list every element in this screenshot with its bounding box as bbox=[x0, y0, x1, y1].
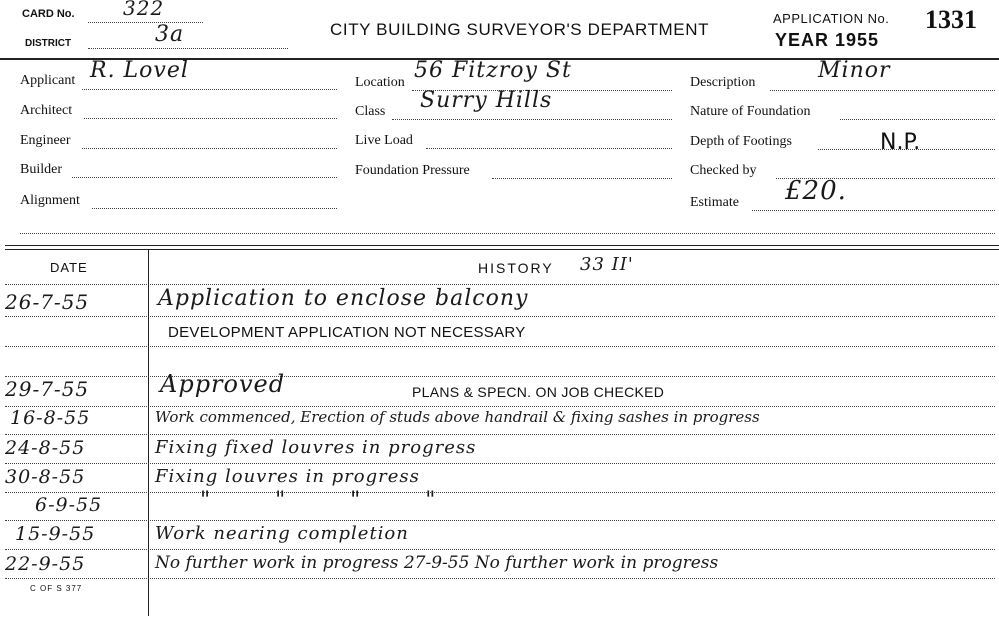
estimate-label: Estimate bbox=[690, 195, 739, 210]
date-column-header: DATE bbox=[50, 260, 88, 275]
history-row-entry: No further work in progress 27-9-55 No further work in progress bbox=[155, 553, 719, 573]
foundation-pressure-line bbox=[492, 178, 672, 179]
checked-by-label: Checked by bbox=[690, 163, 757, 178]
builder-line bbox=[72, 177, 337, 178]
depth-of-footings-line bbox=[818, 149, 995, 150]
history-row-date: 29-7-55 bbox=[5, 377, 90, 401]
header-row-line bbox=[5, 284, 999, 285]
card-number-label: CARD No. bbox=[22, 8, 75, 20]
row-line bbox=[5, 520, 995, 521]
description-line bbox=[770, 90, 995, 91]
location-label: Location bbox=[355, 75, 405, 90]
table-top-rule-2 bbox=[5, 249, 999, 250]
foundation-pressure-label: Foundation Pressure bbox=[355, 163, 470, 178]
nature-of-foundation-line bbox=[840, 119, 995, 120]
row-line bbox=[5, 316, 995, 317]
district-label: DISTRICT bbox=[25, 38, 72, 49]
history-row-date: 16-8-55 bbox=[10, 407, 91, 429]
form-code: C OF S 377 bbox=[30, 584, 83, 593]
district-line bbox=[88, 48, 288, 49]
builder-label: Builder bbox=[20, 162, 62, 177]
history-column-header: HISTORY bbox=[478, 260, 554, 276]
description-value: Minor bbox=[818, 58, 891, 83]
depth-of-footings-value: N.P. bbox=[880, 130, 921, 155]
architect-label: Architect bbox=[20, 103, 73, 118]
history-row-date: 24-8-55 bbox=[5, 437, 86, 459]
department-title: CITY BUILDING SURVEYOR'S DEPARTMENT bbox=[330, 20, 710, 39]
history-row-date: 6-9-55 bbox=[35, 494, 103, 516]
district-value: 3a bbox=[155, 22, 185, 47]
alignment-label: Alignment bbox=[20, 193, 80, 208]
class-label: Class bbox=[355, 104, 386, 119]
history-row-entry: Approved bbox=[160, 370, 286, 398]
row-line bbox=[5, 492, 995, 493]
applicant-label: Applicant bbox=[20, 73, 76, 88]
date-column-divider bbox=[148, 250, 149, 616]
history-row-entry: Fixing fixed louvres in progress bbox=[155, 437, 477, 458]
history-row-date: 15-9-55 bbox=[15, 523, 96, 545]
estimate-line bbox=[752, 210, 995, 211]
depth-of-footings-label: Depth of Footings bbox=[690, 134, 792, 149]
row-line bbox=[5, 346, 995, 347]
history-reference: 33 II' bbox=[580, 254, 634, 275]
history-row-date: 26-7-55 bbox=[5, 290, 90, 314]
engineer-label: Engineer bbox=[20, 133, 71, 148]
live-load-label: Live Load bbox=[355, 133, 413, 148]
class-line bbox=[392, 119, 672, 120]
plans-checked-stamp: PLANS & SPECN. ON JOB CHECKED bbox=[412, 384, 665, 400]
description-label: Description bbox=[690, 75, 756, 90]
engineer-line bbox=[82, 148, 337, 149]
applicant-line bbox=[82, 89, 337, 90]
card-number-value: 322 bbox=[123, 0, 165, 20]
history-row-entry: " " " " bbox=[200, 488, 437, 513]
card-number-line bbox=[88, 22, 203, 23]
history-row-date: 30-8-55 bbox=[5, 466, 86, 488]
applicant-value: R. Lovel bbox=[90, 58, 189, 83]
application-number-value: 1331 bbox=[925, 5, 977, 34]
row-line bbox=[5, 434, 995, 435]
row-line bbox=[5, 406, 995, 407]
nature-of-foundation-label: Nature of Foundation bbox=[690, 104, 811, 119]
history-row-entry: Application to enclose balcony bbox=[158, 286, 529, 311]
history-row-entry: Fixing louvres in progress bbox=[155, 466, 420, 487]
development-stamp: DEVELOPMENT APPLICATION NOT NECESSARY bbox=[168, 324, 526, 341]
application-year: YEAR 1955 bbox=[775, 30, 880, 50]
history-row-entry: Work nearing completion bbox=[155, 523, 409, 544]
class-value: Surry Hills bbox=[420, 88, 553, 113]
history-row-entry: Work commenced, Erection of studs above handrail & fixing sashes in progress bbox=[155, 408, 760, 426]
table-top-rule-1 bbox=[5, 245, 999, 246]
row-line bbox=[5, 463, 995, 464]
row-line bbox=[5, 376, 995, 377]
history-row-date: 22-9-55 bbox=[5, 553, 86, 575]
row-line bbox=[5, 578, 995, 579]
estimate-value: £20. bbox=[785, 176, 847, 206]
location-value: 56 Fitzroy St bbox=[414, 58, 572, 83]
architect-line bbox=[84, 118, 337, 119]
alignment-line bbox=[92, 208, 337, 209]
fields-bottom-line bbox=[20, 233, 995, 234]
row-line bbox=[5, 549, 995, 550]
live-load-line bbox=[426, 148, 672, 149]
application-number-label: APPLICATION No. bbox=[773, 11, 890, 26]
